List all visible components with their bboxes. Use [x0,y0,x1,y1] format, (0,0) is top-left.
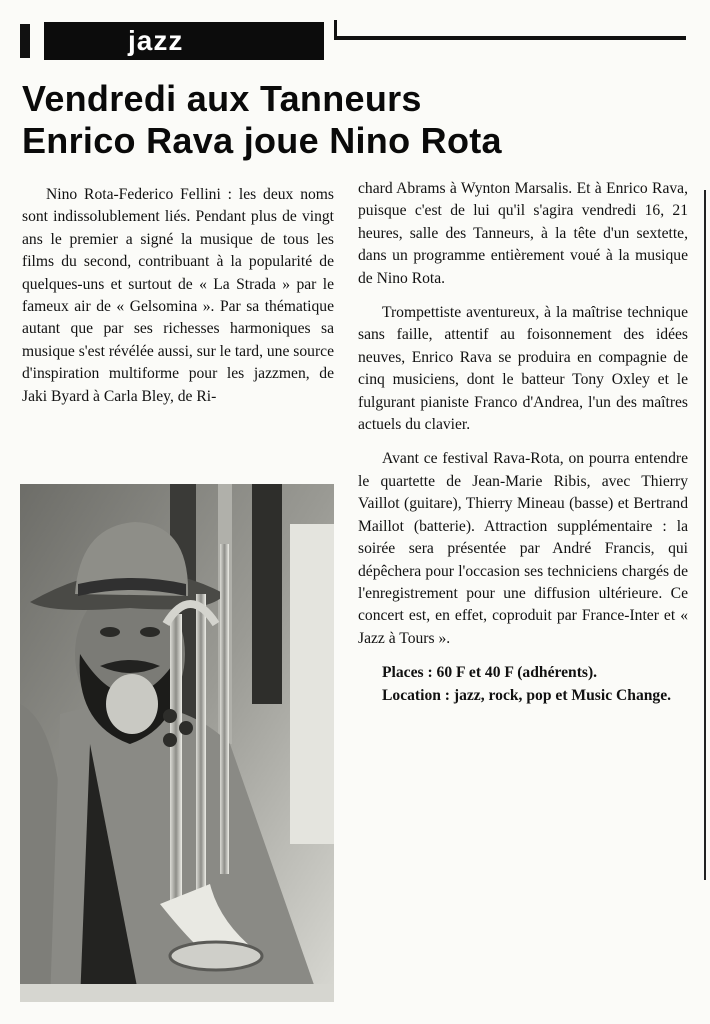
article-paragraph-continued: chard Abrams à Wynton Marsalis. Et à Enrico Rava, puisque c'est de lui qu'il s'agira vendredi 16, 21 heures, salle des Tanneurs, à la tête d'un sextette, dans un programme entièrement voué à la musique de Nino Rota. [358,180,688,287]
section-rubric: jazz [44,22,324,60]
portrait-photo [20,484,334,1002]
article-column-right [358,178,688,707]
article-paragraph: Avant ce festival Rava-Rota, on pourra entendre le quartette de Jean-Marie Ribis, avec Thierry Vaillot (guitare), Thierry Mineau (basse) et Bertrand Maillot (batterie). Attraction supplémentaire : la soirée sera présentée par André Francis, qui dépêchera pour l'occasion ses techniciens chargés de l'enregistrement pour une diffusion ultérieure. Ce concert est, en effet, coproduit par France-Inter et « Jazz à Tours ». [358,450,688,647]
headline-line-1: Vendredi aux Tanneurs [22,78,422,119]
location-info: Location : jazz, rock, pop et Music Change. [382,686,672,704]
rubric-rule [334,36,686,40]
places-info: Places : 60 F et 40 F (adhérents). [382,664,598,682]
article-paragraph: Trompettiste aventureux, à la maîtrise technique sans faille, attentif au foisonnement des idées neuves, Enrico Rava se produira en compagnie de cinq musiciens, dont le batteur Tony Oxley et le fulgurant pianiste Franco d'Andrea, l'un des maîtres actuels du clavier. [358,304,688,434]
page-edge-rule [704,190,706,880]
rubric-bar [20,24,30,58]
headline [22,78,692,162]
article-column-left [22,184,334,408]
headline-line-2: Enrico Rava joue Nino Rota [22,120,502,161]
trumpeter-photo-image [20,484,334,1002]
article-paragraph: Nino Rota-Federico Fellini : les deux noms sont indissolublement liés. Pendant plus de vingt ans le premier a signé la musique de tous les films du second, contribuant à la popularité de quelques-uns et surtout de « La Strada » par le fameux air de « Gelsomina ». Par sa thématique autant que par ses richesses harmoniques sa musique s'est révélée aussi, sur le tard, une source d'inspiration multiforme pour les jazzmen, de Jaki Byard à Carla Bley, de Ri- [22,186,334,405]
